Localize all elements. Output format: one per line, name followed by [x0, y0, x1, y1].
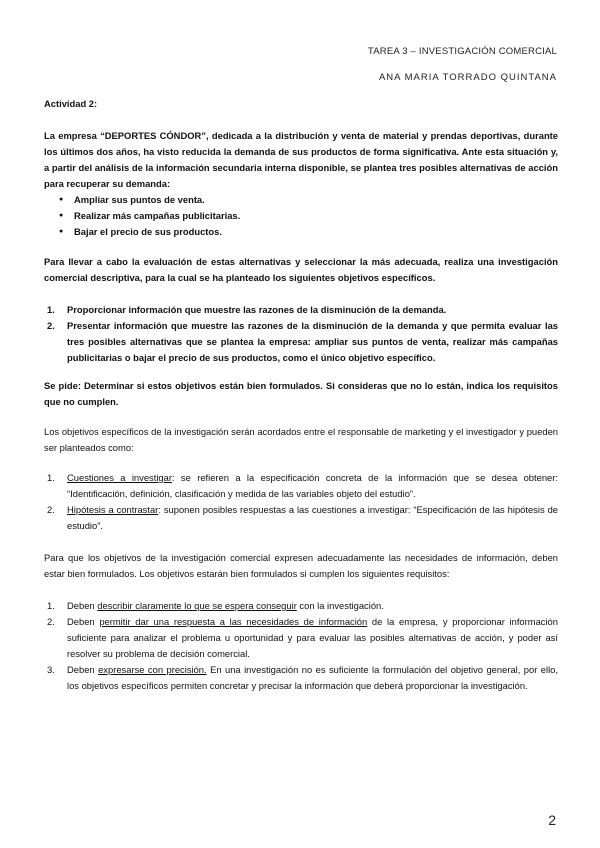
page-number: 2	[548, 812, 556, 828]
intro-paragraph: La empresa “DEPORTES CÓNDOR”, dedicada a la distribución y venta de material y prendas deportivas, durante los últimos dos años, ha visto reducida la demanda de sus productos de forma significativa. Ante esta situación y, a partir del análisis de la información secundaria interna disponible, se plantea tres posibles alternativas de acción para recuperar su demanda:	[44, 130, 559, 189]
forms-list	[44, 470, 558, 534]
paragraph-requirements: Para que los objetivos de la investigación comercial expresen adecuadamente las necesidades de información, deben estar bien formulados. Los objetivos estarán bien formulados si cumplen los siguientes requisitos:	[44, 552, 558, 579]
list-item: 2. Hipótesis a contrastar: suponen posibles respuestas a las cuestiones a investigar: “Especificación de las hipótesis de estudio”.	[47, 504, 558, 531]
list-item: 1. Cuestiones a investigar: se refieren a la especificación concreta de la información que se desea obtener: “Identificación, definición, clasificación y medida de las variables objeto del estudio”.	[47, 472, 558, 499]
activity-title: Actividad 2:	[44, 98, 98, 109]
objectives-list	[44, 302, 558, 366]
requirements-list	[44, 598, 558, 694]
list-item: 1. Proporcionar información que muestre las razones de la disminución de la demanda.	[47, 304, 447, 315]
list-item: 3. Deben expresarse con precisión. En una investigación no es suficiente la formulación del objetivo general, por ello, los objetivos específicos permiten concretar y precisar la información que deberá proporcionar la investigación.	[47, 664, 559, 691]
header-author: ANA MARIA TORRADO QUINTANA	[378, 72, 557, 83]
list-item: 2. Presentar información que muestre las razones de la disminución de la demanda y que permita evaluar las tres posibles alternativas que se plantea la empresa: ampliar sus puntos de venta, realizar más campañas publicitarias o bajar el precio de sus productos, como el único objetivo específico.	[47, 320, 558, 363]
paragraph-objectives: Los objetivos específicos de la investigación serán acordados entre el responsable de marketing y el investigador y pueden ser planteados como:	[44, 426, 558, 453]
list-item: 1. Deben describir claramente lo que se espera conseguir con la investigación.	[47, 600, 384, 611]
document-body	[44, 96, 558, 694]
alternatives-list	[44, 192, 558, 240]
question-paragraph: Se pide: Determinar si estos objetivos están bien formulados. Si consideras que no lo están, indica los requisitos que no cumplen.	[44, 380, 558, 407]
list-item: ● Bajar el precio de sus productos.	[44, 224, 558, 240]
list-item: ● Ampliar sus puntos de venta.	[44, 192, 558, 208]
list-item: ● Realizar más campañas publicitarias.	[44, 208, 558, 224]
company-name: DEPORTES CÓNDOR	[104, 130, 202, 141]
list-item: 2. Deben permitir dar una respuesta a las necesidades de información de la empresa, y proporcionar información suficiente para analizar el problema u oportunidad y para evaluar las posibles alternativas de acción, y poder así resolver su problema de decisión comercial.	[47, 616, 558, 659]
header-title: TAREA 3 – INVESTIGACIÓN COMERCIAL	[367, 46, 557, 57]
paragraph-evaluation: Para llevar a cabo la evaluación de estas alternativas y seleccionar la más adecuada, realiza una investigación comercial descriptiva, para la cual se ha planteado los siguientes objetivos específicos.	[44, 256, 558, 283]
